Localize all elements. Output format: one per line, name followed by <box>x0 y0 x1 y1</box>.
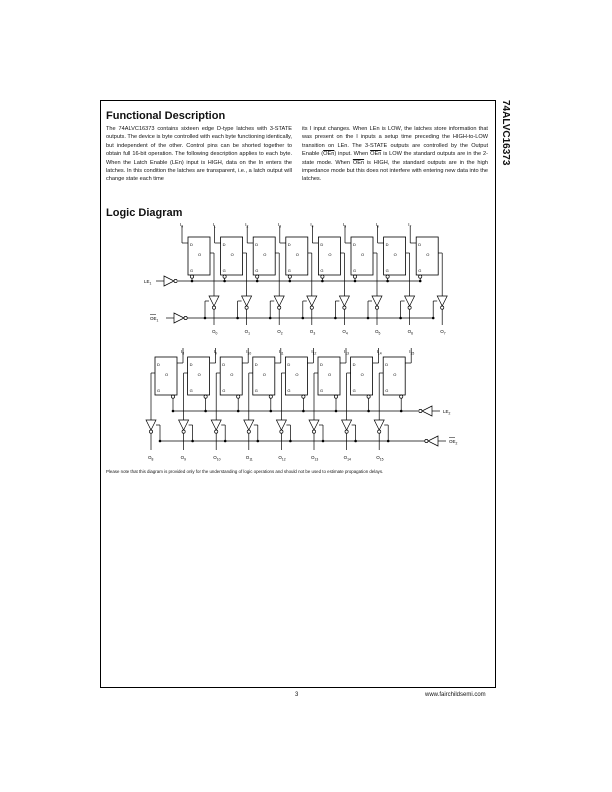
label-base: O <box>311 455 315 460</box>
output-buffer-I12 <box>276 420 286 430</box>
label-subscript: 0 <box>215 331 218 336</box>
label-base: O <box>244 329 249 334</box>
inversion-bubble <box>149 430 152 433</box>
input-label-I8 <box>181 349 184 355</box>
input-label-I2 <box>245 222 248 228</box>
output-buffer-I5 <box>372 296 382 306</box>
description-text-1: The 74ALVC16373 contains sixteen edge D-type latches with 3-STATE outputs. The device is byte controlled with each byte functioning identically, but independent of the other. Control pins can be shorted together to obtain full 16-bit operation. The following description applies to each byte. When the Latch Enable (LEn) input is HIGH, data on the In enters the latches. In this condition the latches are transparent, i.e., a latch output will change state each time <box>106 126 292 183</box>
label-base: I <box>409 349 411 354</box>
inversion-bubble <box>215 430 218 433</box>
latch-q-label: O <box>295 252 299 257</box>
input-label-I11 <box>279 349 284 355</box>
label-base: O <box>278 455 282 460</box>
input-label-I1 <box>213 222 216 228</box>
inversion-bubble <box>441 306 444 309</box>
output-label-O14 <box>344 455 351 461</box>
output-label-O6 <box>408 329 414 335</box>
input-label-I3 <box>278 222 281 228</box>
latch-g-label: G <box>255 268 259 273</box>
inversion-bubble <box>425 439 428 442</box>
le2-label <box>443 409 451 415</box>
latch-q-label: O <box>361 252 365 257</box>
latch-d-label: D <box>157 362 160 367</box>
output-label-O9 <box>181 455 187 461</box>
label-subscript: 4 <box>311 224 314 229</box>
output-buffer-I1 <box>242 296 252 306</box>
output-buffer-I14 <box>342 420 352 430</box>
label-subscript: 2 <box>246 224 249 229</box>
output-buffer-I2 <box>274 296 284 306</box>
input-label-I13 <box>344 349 349 355</box>
inversion-bubble <box>408 306 411 309</box>
label-base: O <box>245 455 250 460</box>
functional-description-heading: Functional Description <box>106 110 226 122</box>
output-label-O12 <box>278 455 285 461</box>
inversion-bubble <box>182 430 185 433</box>
output-label-O11 <box>246 455 253 461</box>
label-subscript: 3 <box>313 331 316 336</box>
latch-d-label: D <box>254 362 258 367</box>
latch-q-label: O <box>230 252 234 257</box>
le1-buffer <box>164 276 174 286</box>
le1-label <box>144 279 152 285</box>
inversion-bubble <box>184 316 187 319</box>
latch-q-label: O <box>393 252 397 257</box>
label-base: O <box>309 329 314 334</box>
label-subscript: 4 <box>345 331 348 336</box>
label-subscript: 3 <box>279 224 281 229</box>
latch-g-label: G <box>222 268 226 273</box>
output-label-O0 <box>212 329 218 335</box>
latch-q-label: O <box>426 252 430 257</box>
label-subscript: 1 <box>213 224 216 229</box>
inversion-bubble <box>245 306 248 309</box>
latch-g-label: G <box>352 388 356 393</box>
latch-g-label: G <box>190 268 194 273</box>
label-subscript: 9 <box>214 351 217 356</box>
label-base: I <box>311 349 313 354</box>
output-label-O3 <box>310 329 316 335</box>
oe2-buffer <box>428 436 438 446</box>
output-label-O7 <box>440 329 446 335</box>
label-subscript: 13 <box>345 351 350 356</box>
latch-q-label: O <box>262 372 266 377</box>
label-base: OE <box>150 316 157 321</box>
label-subscript: 7 <box>443 331 446 336</box>
label-subscript: 10 <box>216 457 221 462</box>
output-label-O1 <box>245 329 251 335</box>
label-subscript: 2 <box>448 411 451 416</box>
output-buffer-I11 <box>244 420 254 430</box>
latch-d-label: D <box>353 242 356 247</box>
label-subscript: 2 <box>280 331 283 336</box>
latch-g-label: G <box>254 388 258 393</box>
output-buffer-I4 <box>339 296 349 306</box>
latch-d-label: D <box>320 362 323 367</box>
label-subscript: 2 <box>455 441 458 446</box>
latch-d-label: D <box>287 362 291 367</box>
latch-g-label: G <box>385 268 389 273</box>
latch-q-label: O <box>295 372 299 377</box>
inversion-bubble <box>302 395 305 398</box>
label-base: O <box>440 329 444 334</box>
label-base: I <box>344 349 346 354</box>
label-subscript: 8 <box>151 457 154 462</box>
label-subscript: 5 <box>344 224 347 229</box>
label-subscript: 8 <box>182 351 185 356</box>
label-base: I <box>245 222 247 227</box>
output-buffer-I6 <box>405 296 415 306</box>
label-base: I <box>310 222 312 227</box>
label-subscript: 7 <box>409 224 412 229</box>
output-label-O10 <box>213 455 220 461</box>
label-subscript: 6 <box>411 331 413 336</box>
latch-g-label: G <box>287 388 291 393</box>
label-base: O <box>180 455 185 460</box>
inversion-bubble <box>223 275 226 278</box>
latch-q-label: O <box>360 372 364 377</box>
website-link[interactable]: www.fairchildsemi.com <box>425 692 486 698</box>
label-base: O <box>407 329 412 334</box>
input-label-I12 <box>311 349 316 355</box>
latch-q-label: O <box>230 372 234 377</box>
label-base: I <box>408 222 410 227</box>
output-buffer-I13 <box>309 420 319 430</box>
label-subscript: 13 <box>314 457 319 462</box>
label-subscript: 15 <box>379 457 384 462</box>
label-base: LE <box>144 279 150 284</box>
label-subscript: 5 <box>378 331 381 336</box>
inversion-bubble <box>312 430 315 433</box>
label-subscript: 1 <box>248 331 250 336</box>
inversion-bubble <box>345 430 348 433</box>
latch-q-label: O <box>328 372 332 377</box>
label-subscript: 11 <box>280 351 284 356</box>
latch-d-label: D <box>385 362 389 367</box>
label-base: I <box>181 349 183 354</box>
inversion-bubble <box>278 306 281 309</box>
inversion-bubble <box>212 306 215 309</box>
latch-d-label: D <box>320 242 324 247</box>
inversion-bubble <box>321 275 324 278</box>
label-base: O <box>343 455 348 460</box>
label-base: I <box>278 349 281 354</box>
latch-q-label: O <box>165 372 169 377</box>
inversion-bubble <box>256 275 259 278</box>
inversion-bubble <box>174 279 177 282</box>
output-buffer-I10 <box>211 420 221 430</box>
inversion-bubble <box>171 395 174 398</box>
output-buffer-I7 <box>437 296 447 306</box>
latch-d-label: D <box>222 362 226 367</box>
inversion-bubble <box>334 395 337 398</box>
label-base: I <box>343 222 345 227</box>
label-base: O <box>212 329 216 334</box>
inversion-bubble <box>386 275 389 278</box>
inversion-bubble <box>353 275 356 278</box>
label-subscript: 9 <box>184 457 186 462</box>
inversion-bubble <box>310 306 313 309</box>
latch-d-label: D <box>352 362 356 367</box>
latch-g-label: G <box>157 388 161 393</box>
inversion-bubble <box>190 275 193 278</box>
latch-d-label: D <box>418 242 422 247</box>
diagram-note: Please note that this diagram is provided only for the understanding of logic operations and should not be used to estimate propagation delays. <box>106 469 384 474</box>
input-label-I4 <box>310 222 313 228</box>
output-buffer-I0 <box>209 296 219 306</box>
latch-d-label: D <box>222 242 226 247</box>
output-label-O5 <box>375 329 381 335</box>
inversion-bubble <box>400 395 403 398</box>
label-base: O <box>342 329 346 334</box>
label-subscript: 1 <box>156 318 159 323</box>
label-subscript: 0 <box>181 224 184 229</box>
latch-d-label: D <box>287 242 291 247</box>
latch-g-label: G <box>353 268 357 273</box>
inversion-bubble <box>247 430 250 433</box>
latch-g-label: G <box>418 268 422 273</box>
input-label-I14 <box>377 349 382 355</box>
side-title: 74ALVC16373 <box>500 100 511 166</box>
latch-g-label: G <box>320 268 324 273</box>
label-base: LE <box>443 409 449 414</box>
logic-diagram-heading: Logic Diagram <box>106 207 183 219</box>
label-base: O <box>277 329 281 334</box>
label-base: I <box>376 349 378 354</box>
inversion-bubble <box>378 430 381 433</box>
label-base: I <box>180 222 182 227</box>
inversion-bubble <box>343 306 346 309</box>
label-base: O <box>376 455 380 460</box>
latch-q-label: O <box>328 252 332 257</box>
latch-d-label: D <box>190 242 193 247</box>
label-subscript: 14 <box>347 457 351 462</box>
latch-g-label: G <box>189 388 193 393</box>
label-base: I <box>246 349 248 354</box>
latch-d-label: D <box>255 242 259 247</box>
oe1-label <box>150 316 159 322</box>
label-base: O <box>148 455 152 460</box>
latch-d-label: D <box>189 362 193 367</box>
inversion-bubble <box>280 430 283 433</box>
latch-d-label: D <box>385 242 389 247</box>
label-base: O <box>213 455 217 460</box>
oe1-buffer <box>174 313 184 323</box>
inversion-bubble <box>375 306 378 309</box>
latch-g-label: G <box>320 388 324 393</box>
output-label-O13 <box>311 455 318 461</box>
inversion-bubble <box>204 395 207 398</box>
latch-q-label: O <box>197 372 201 377</box>
input-label-I7 <box>408 222 411 228</box>
input-label-I0 <box>180 222 183 228</box>
description-text-2: its I input changes. When LEn is LOW, the latches store information that was present on the I inputs a setup time preceding the HIGH-to-LOW transition on LEn. The 3-STATE outputs are controlled by the Output Enable $(\overline{OEn})$ input. When $\overline{OEn}$ is LOW the standard outputs are in the 2-state mode. When $\overline{OEn}$ is HIGH, the standard outputs are in the high impedance mode but this does not interfere with entering new data into the latches. <box>302 126 489 183</box>
latch-q-label: O <box>393 372 397 377</box>
label-base: I <box>212 222 214 227</box>
le2-buffer <box>422 406 432 416</box>
label-subscript: 11 <box>249 457 253 462</box>
output-buffer-I3 <box>307 296 317 306</box>
output-buffer-I8 <box>146 420 156 430</box>
label-base: O <box>375 329 379 334</box>
label-base: I <box>213 349 215 354</box>
latch-q-label: O <box>198 252 202 257</box>
inversion-bubble <box>419 275 422 278</box>
output-label-O8 <box>148 455 154 461</box>
label-subscript: 1 <box>149 281 152 286</box>
latch-g-label: G <box>385 388 389 393</box>
inversion-bubble <box>288 275 291 278</box>
input-label-I6 <box>376 222 379 228</box>
latch-g-label: G <box>287 268 291 273</box>
inversion-bubble <box>237 395 240 398</box>
input-label-I9 <box>214 349 217 355</box>
latch-q-label: O <box>263 252 267 257</box>
output-label-O2 <box>277 329 283 335</box>
label-base: I <box>277 222 280 227</box>
output-buffer-I9 <box>179 420 189 430</box>
label-subscript: 12 <box>281 457 286 462</box>
output-label-O4 <box>342 329 348 335</box>
page-number: 3 <box>295 692 299 698</box>
oe2-label <box>449 439 458 445</box>
label-subscript: 6 <box>376 224 379 229</box>
input-label-I5 <box>343 222 346 228</box>
input-label-I10 <box>246 349 251 355</box>
output-buffer-I15 <box>374 420 384 430</box>
label-subscript: 12 <box>312 351 317 356</box>
inversion-bubble <box>419 409 422 412</box>
label-subscript: 10 <box>247 351 252 356</box>
label-base: OE <box>449 439 456 444</box>
latch-g-label: G <box>222 388 226 393</box>
label-base: I <box>375 222 377 227</box>
output-label-O15 <box>376 455 383 461</box>
label-subscript: 14 <box>377 351 382 356</box>
inversion-bubble <box>269 395 272 398</box>
input-label-I15 <box>409 349 414 355</box>
inversion-bubble <box>367 395 370 398</box>
label-subscript: 15 <box>410 351 415 356</box>
